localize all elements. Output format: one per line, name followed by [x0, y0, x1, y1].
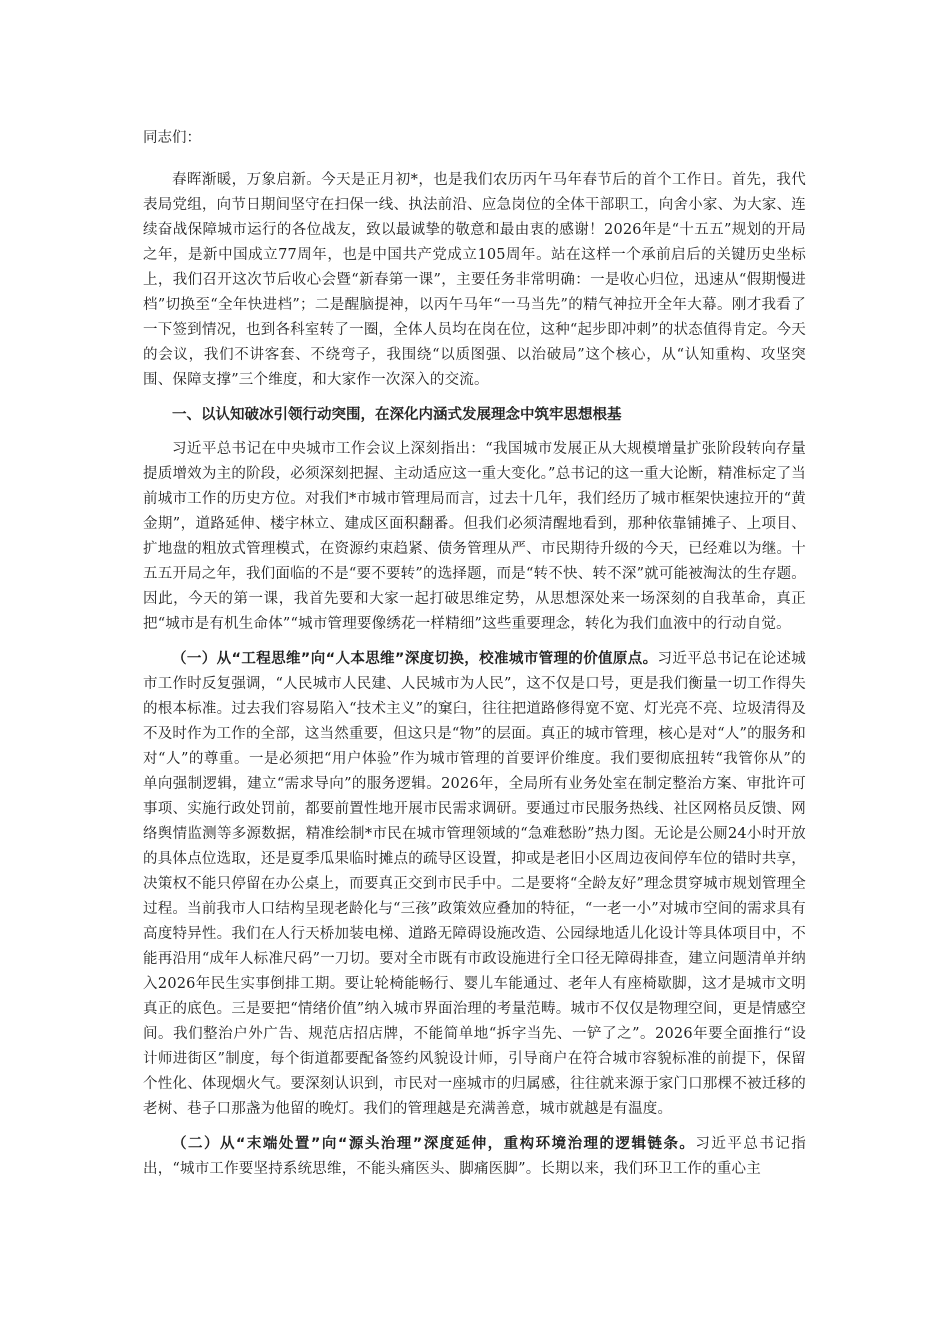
document-page [143, 126, 806, 1192]
subsection-2-heading: （二）从“末端处置”向“源头治理”深度延伸，重构环境治理的逻辑链条。 [172, 1136, 696, 1152]
subsection-1-heading: （一）从“工程思维”向“人本思维”深度切换，校准城市管理的价值原点。 [172, 651, 658, 667]
salutation: 同志们： [143, 130, 201, 146]
intro-paragraph: 春晖渐暖，万象启新。今天是正月初*，也是我们农历丙午马年春节后的首个工作日。首先，我代表局党组，向节日期间坚守在扫保一线、执法前沿、应急岗位的全体干部职工，向舍小家、为大家、连续奋战保障城市运行的各位战友，致以最诚挚的敬意和最由衷的感谢！2026年是“十五五”规划的开局之年，是新中国成立77周年，也是中国共产党成立105周年。站在这样一个承前启后的关键历史坐标上，我们召开这次节后收心会暨“新春第一课”，主要任务非常明确：一是收心归位，迅速从“假期慢进档”切换至“全年快进档”；二是醒脑提神，以丙午马年“一马当先”的精气神拉开全年大幕。刚才我看了一下签到情况，也到各科室转了一圈，全体人员均在岗在位，这种“起步即冲刺”的状态值得肯定。今天的会议，我们不讲客套、不绕弯子，我围绕“以质图强、以治破局”这个核心，从“认知重构、攻坚突围、保障支撑”三个维度，和大家作一次深入的交流。 [143, 172, 806, 388]
subsection-2-paragraph [143, 1132, 806, 1182]
subsection-2-body: 习近平总书记指出，“城市工作要坚持系统思维，不能头痛医头、脚痛医脚”。长期以来，我们环卫工作的重心主 [143, 1136, 806, 1177]
subsection-1-body: 习近平总书记在论述城市工作时反复强调，“人民城市人民建、人民城市为人民”，这不仅是口号，更是我们衡量一切工作得失的根本标准。过去我们容易陷入“技术主义”的窠臼，往往把道路修得宽不宽、灯光亮不亮、垃圾清得及不及时作为工作的全部，这当然重要，但这只是“物”的层面。真正的城市管理，核心是对“人”的服务和对“人”的尊重。一是必须把“用户体验”作为城市管理的首要评价维度。我们要彻底扭转“我管你从”的单向强制逻辑，建立“需求导向”的服务逻辑。2026年，全局所有业务处室在制定整治方案、审批许可事项、实施行政处罚前，都要前置性地开展市民需求调研。要通过市民服务热线、社区网格员反馈、网络舆情监测等多源数据，精准绘制*市民在城市管理领域的“急难愁盼”热力图。无论是公厕24小时开放的具体点位选取，还是夏季瓜果临时摊点的疏导区设置，抑或是老旧小区周边夜间停车位的错时共享，决策权不能只停留在办公桌上，而要真正交到市民手中。二是要将“全龄友好”理念贯穿城市规划管理全过程。当前我市人口结构呈现老龄化与“三孩”政策效应叠加的特征，“一老一小”对城市空间的需求具有高度特异性。我们在人行天桥加装电梯、道路无障碍设施改造、公园绿地适儿化设计等具体项目中，不能再沿用“成年人标准尺码”一刀切。要对全市既有市政设施进行全口径无障碍排查，建立问题清单并纳入2026年民生实事倒排工期。要让轮椅能畅行、婴儿车能通过、老年人有座椅歇脚，这才是城市文明真正的底色。三是要把“情绪价值”纳入城市界面治理的考量范畴。城市不仅仅是物理空间，更是情感空间。我们整治户外广告、规范店招店牌，不能简单地“拆字当先、一铲了之”。2026年要全面推行“设计师进街区”制度，每个街道都要配备签约风貌设计师，引导商户在符合城市容貌标准的前提下，保留个性化、体现烟火气。要深刻认识到，市民对一座城市的归属感，往往就来源于家门口那棵不被迁移的老树、巷子口那盏为他留的晚灯。我们的管理越是充满善意，城市就越是有温度。 [143, 651, 806, 1117]
subsection-1-paragraph [143, 647, 806, 1122]
section-1-paragraph: 习近平总书记在中央城市工作会议上深刻指出：“我国城市发展正从大规模增量扩张阶段转向存量提质增效为主的阶段，必须深刻把握、主动适应这一重大变化。”总书记的这一重大论断，精准标定了当前城市工作的历史方位。对我们*市城市管理局而言，过去十几年，我们经历了城市框架快速拉开的“黄金期”，道路延伸、楼宇林立、建成区面积翻番。但我们必须清醒地看到，那种依靠铺摊子、上项目、扩地盘的粗放式管理模式，在资源约束趋紧、债务管理从严、市民期待升级的今天，已经难以为继。十五五开局之年，我们面临的不是“要不要转”的选择题，而是“转不快、转不深”就可能被淘汰的生存题。因此，今天的第一课，我首先要和大家一起打破思维定势，从思想深处来一场深刻的自我革命，真正把“城市是有机生命体”“城市管理要像绣花一样精细”这些重要理念，转化为我们血液中的行动自觉。 [143, 441, 806, 632]
section-1-heading: 一、以认知破冰引领行动突围，在深化内涵式发展理念中筑牢思想根基 [172, 407, 622, 423]
